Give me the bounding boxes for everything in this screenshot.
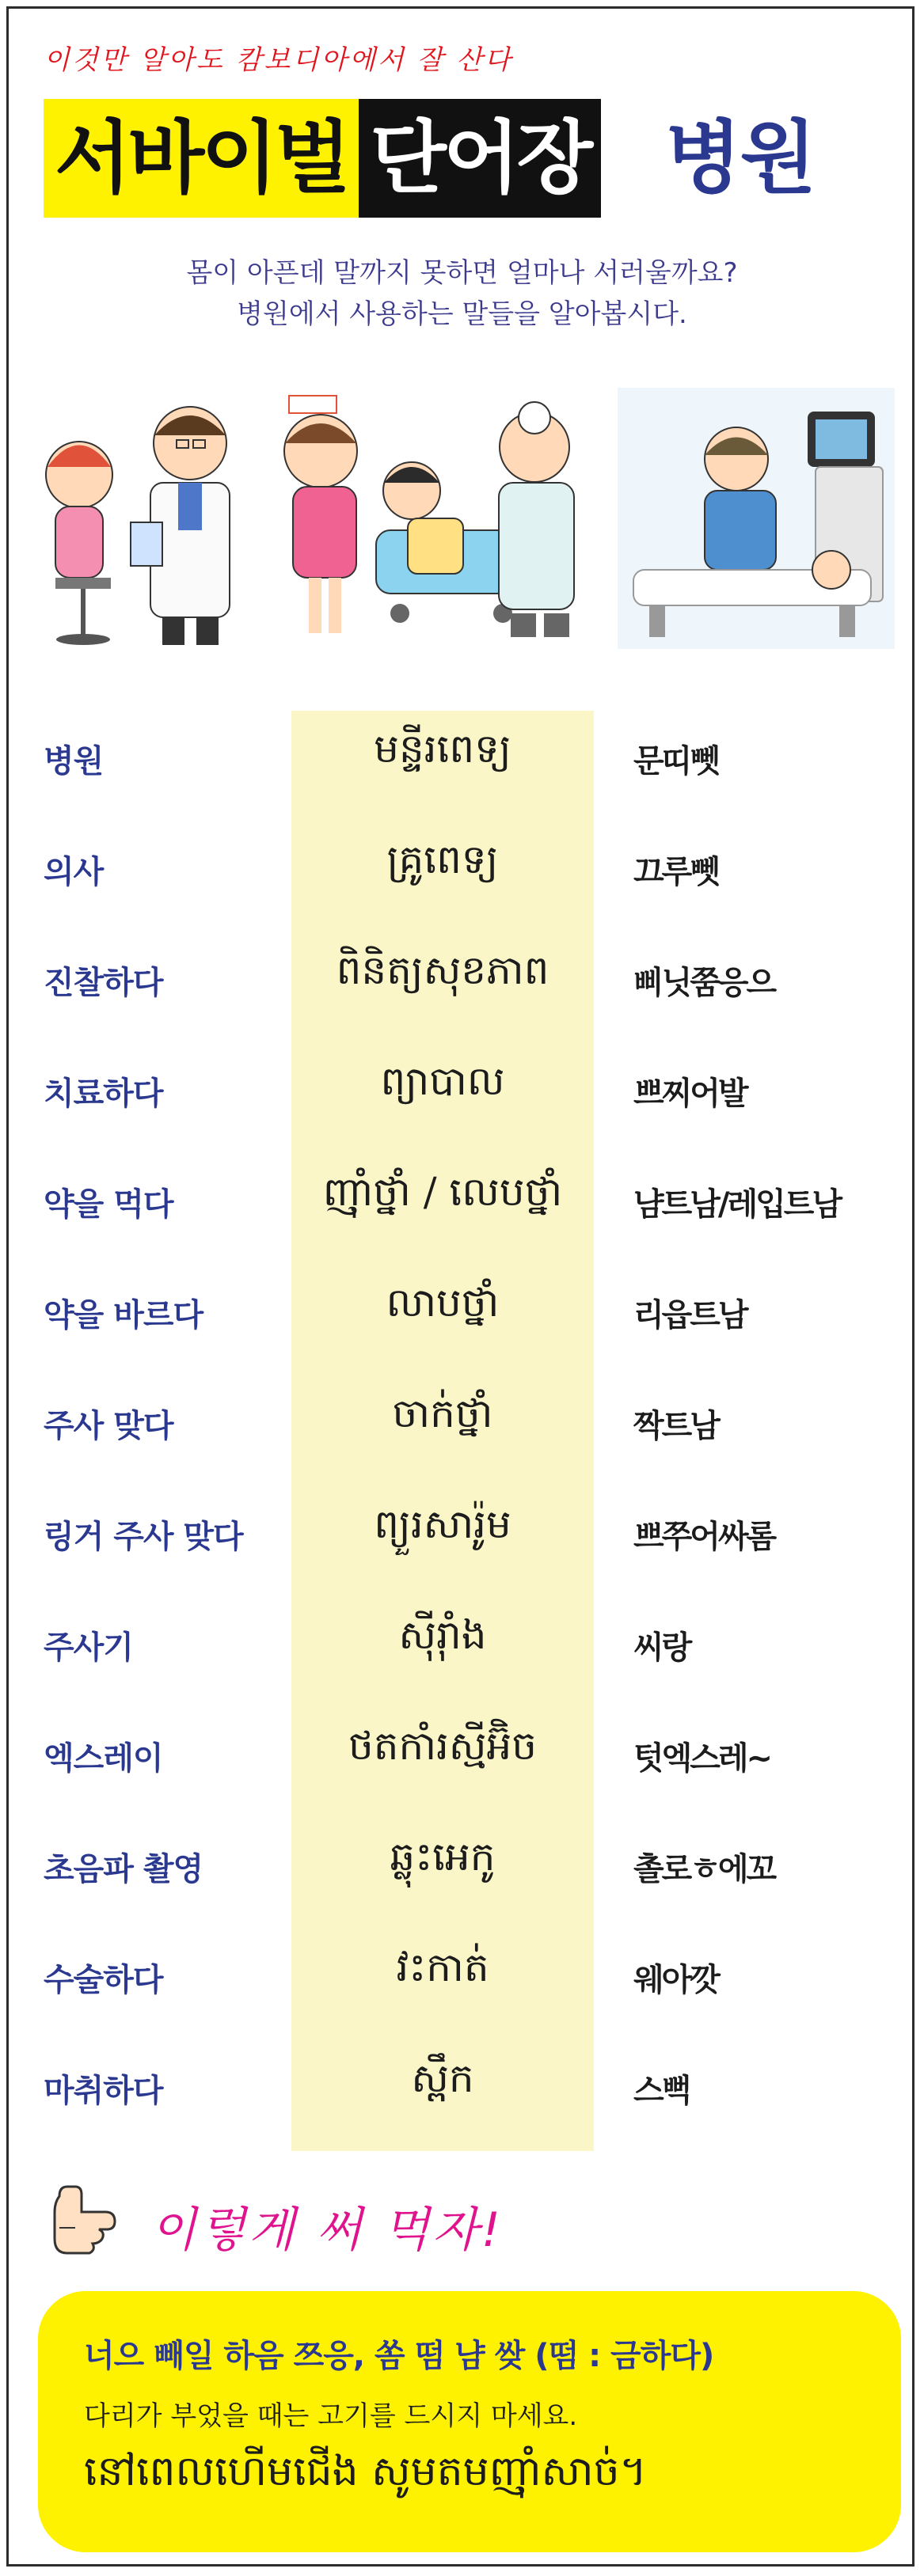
pronunciation: 쁘쭈어싸롬 (633, 1519, 775, 1555)
vocab-row (0, 1377, 924, 1488)
pronunciation: 끄루뻿 (633, 854, 718, 890)
khmer-word: លាបថ្នាំ (386, 1280, 500, 1326)
korean-word: 의사 (44, 854, 104, 890)
korean-word: 링거 주사 맞다 (44, 1519, 243, 1555)
vocab-row (0, 1820, 924, 1931)
khmer-word: ស្ពឹក (411, 2055, 474, 2101)
vocab-row (0, 934, 924, 1045)
pronunciation: 삐닛쭘응으 (633, 965, 775, 1001)
vocab-row (0, 1599, 924, 1709)
girl-and-doctor-illustration (32, 388, 269, 649)
pronunciation: 씨랑 (633, 1629, 690, 1666)
korean-word: 병원 (44, 743, 104, 780)
korean-word: 치료하다 (44, 1076, 163, 1112)
pronunciation: 스뻑 (633, 2073, 690, 2109)
hospital-illustrations (32, 388, 895, 649)
example-sentence-box (38, 2291, 901, 2552)
pointing-hand-icon (44, 2180, 123, 2259)
korean-word: 약을 바르다 (44, 1297, 203, 1334)
korean-word: 엑스레이 (44, 1740, 163, 1777)
ultrasound-exam-illustration (618, 388, 895, 649)
khmer-word: ចាក់ថ្នាំ (392, 1390, 493, 1436)
title-survival: 서바이벌 (44, 99, 359, 218)
pronunciation: 웨아깟 (633, 1962, 718, 1998)
vocab-row (0, 1266, 924, 1377)
khmer-word: គ្រូពេទ្យ (386, 837, 499, 882)
pronunciation: 문띠뻿 (633, 743, 718, 780)
khmer-word: ពិនិត្យសុខភាព (336, 947, 549, 993)
intro-line-1: 몸이 아픈데 말까지 못하면 얼마나 서러울까요? (186, 257, 738, 289)
korean-word: 진찰하다 (44, 965, 163, 1001)
khmer-word: ស៊ីរ៉ាំង (398, 1612, 487, 1658)
topic-title: 병원 (665, 112, 816, 204)
tip-heading: 이렇게 써 먹자! (150, 2202, 504, 2258)
korean-word: 약을 먹다 (44, 1186, 173, 1223)
korean-word: 주사기 (44, 1629, 133, 1666)
vocab-row (0, 1155, 924, 1266)
example-korean: 다리가 부었을 때는 고기를 드시지 마세요. (84, 2400, 578, 2432)
pronunciation: 리읍트남 (633, 1297, 747, 1334)
korean-word: 주사 맞다 (44, 1408, 173, 1444)
pronunciation: 쁘찌어발 (633, 1076, 747, 1112)
pronunciation: 냠트남/레입트남 (633, 1186, 841, 1223)
pronunciation: 텃엑스레~ (633, 1740, 771, 1777)
vocab-row (0, 823, 924, 934)
vocab-row (0, 1488, 924, 1599)
khmer-word: វះកាត់ (396, 1944, 489, 1990)
title-banner (44, 99, 601, 218)
korean-word: 초음파 촬영 (44, 1851, 203, 1887)
khmer-word: ព្យួរសារ៉ូម (374, 1501, 511, 1547)
korean-word: 마취하다 (44, 2073, 163, 2109)
khmer-word: ព្យាបាល (380, 1058, 505, 1104)
tagline: 이것만 알아도 캄보디아에서 잘 산다 (44, 44, 513, 76)
vocab-row (0, 1931, 924, 2042)
khmer-word: ថតកាំរស្មីអ៊ិច (348, 1723, 538, 1769)
khmer-word: ញ៉ាំថ្នាំ / លេបថ្នាំ (322, 1169, 563, 1215)
pronunciation: 촐로ㅎ에꼬 (633, 1851, 775, 1887)
pronunciation: 짝트남 (633, 1408, 718, 1444)
intro-line-2: 병원에서 사용하는 말들을 알아봅시다. (237, 298, 687, 330)
vocab-row (0, 1709, 924, 1820)
khmer-word: មន្ទីរពេទ្យ (374, 726, 511, 772)
example-pronunciation: 너으 빼일 하음 쯔응, 쏨 떰 냠 쌎 (떰 : 금하다) (84, 2338, 714, 2374)
khmer-word: ឆ្លុះអេកូ (390, 1834, 496, 1880)
korean-word: 수술하다 (44, 1962, 163, 1998)
nurse-doctor-child-illustration (273, 388, 606, 649)
vocab-row (0, 2042, 924, 2153)
vocab-row (0, 1045, 924, 1155)
title-wordbook: 단어장 (359, 99, 601, 218)
example-khmer: នៅពេលហើមជើង សូមតមញ៉ាំសាច់។ (84, 2448, 647, 2495)
vocab-row (0, 712, 924, 823)
